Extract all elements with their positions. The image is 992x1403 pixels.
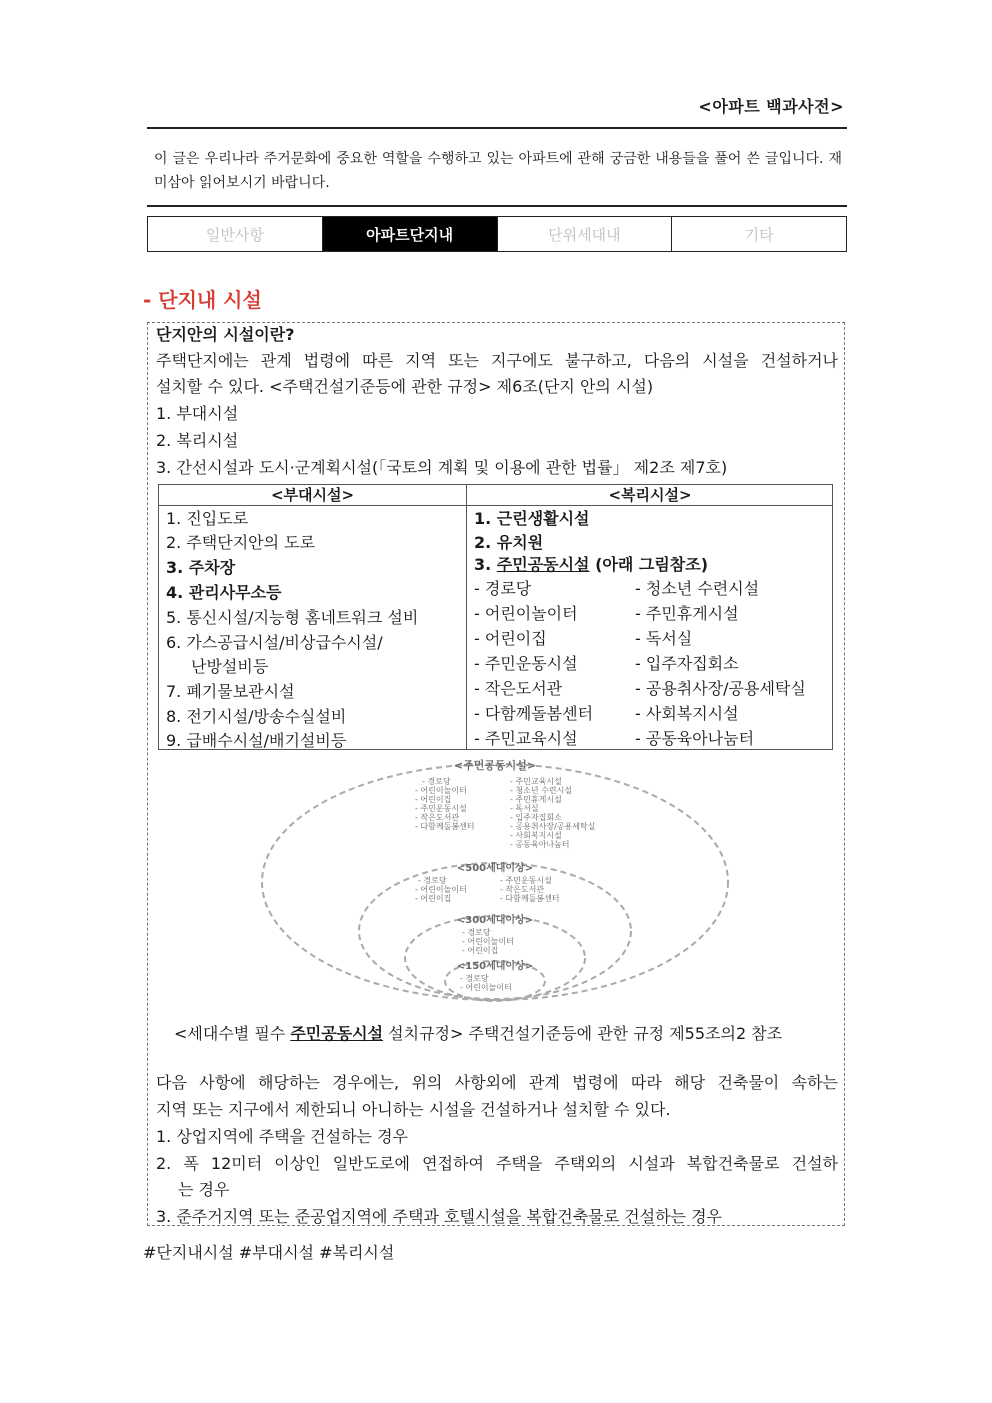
- diagram-item: - 어린이놀이터: [415, 786, 467, 795]
- list-item: 2. 복리시설: [156, 431, 239, 450]
- diagram-item: - 어린이집: [415, 795, 452, 804]
- diagram-item: - 어린이집: [415, 894, 452, 903]
- box-question: 단지안의 시설이란?: [156, 325, 295, 344]
- list-item: 2. 폭 12미터 이상인 일반도로에 연접하여 주택을 주택외의 시설과 복합건축물로 건설하: [156, 1154, 838, 1173]
- table-cell: 5. 통신시설/지능형 홈네트워크 설비: [166, 608, 419, 627]
- diagram-item: - 주민운동시설: [415, 804, 467, 813]
- table-cell: - 주민교육시설: [474, 729, 578, 748]
- table-cell: 9. 급배수시설/배기설비등: [166, 731, 347, 750]
- tab-unit[interactable]: 단위세대내: [498, 217, 673, 251]
- table-cell: - 주민운동시설: [474, 654, 578, 673]
- intro-text: 이 글은 우리나라 주거문화에 중요한 역할을 수행하고 있는 아파트에 관해 궁금한 내용들을 풀어 쓴 글입니다. 재미삼아 읽어보시기 바랍니다.: [154, 151, 842, 191]
- table-cell: - 입주자집회소: [635, 654, 739, 673]
- box-paragraph2-line-1: 다음 사항에 해당하는 경우에는, 위의 사항외에 관계 법령에 따라 해당 건축물이 속하는: [156, 1073, 838, 1092]
- tab-general[interactable]: 일반사항: [148, 217, 323, 251]
- table-cell: - 경로당: [474, 579, 532, 598]
- diagram-item: - 작은도서관: [415, 813, 460, 822]
- table-cell: 4. 관리사무소등: [166, 583, 282, 602]
- diagram-item: - 경로당: [418, 876, 447, 885]
- list-item: 3. 간선시설과 도시·군계획시설(「국토의 계획 및 이용에 관한 법률」 제2조 제7호): [156, 458, 728, 477]
- list-item: 1. 부대시설: [156, 404, 239, 423]
- community-facility-diagram: [250, 756, 770, 1008]
- table-cell: 1. 진입도로: [166, 509, 249, 528]
- diagram-item: - 경로당: [460, 974, 489, 983]
- diagram-item: - 다함께돌봄센터: [415, 822, 475, 831]
- diagram-item: - 어린이놀이터: [462, 937, 514, 946]
- table-header-ancillary: <부대시설>: [270, 486, 355, 504]
- tab-apartment-complex[interactable]: 아파트단지내: [323, 217, 498, 251]
- diagram-item: - 주민휴게시설: [510, 795, 562, 804]
- table-cell: - 어린이집: [474, 629, 547, 648]
- diagram-item: - 공동육아나눔터: [510, 840, 570, 849]
- hashtags: #단지내시설 #부대시설 #복리시설: [143, 1243, 395, 1262]
- table-cell: 3. 주차장: [166, 558, 236, 577]
- table-cell: - 공동육아나눔터: [635, 729, 755, 748]
- table-cell: 3. 주민공동시설 (아래 그림참조): [474, 555, 709, 574]
- document-header-title: <아파트 백과사전>: [698, 97, 844, 116]
- table-cell: - 공용취사장/공용세탁실: [635, 679, 806, 698]
- intro-divider: [147, 205, 847, 207]
- diagram-label-500: <500세대이상>: [456, 863, 534, 874]
- facility-table: [158, 484, 833, 750]
- diagram-item: - 어린이집: [462, 946, 499, 955]
- header-divider: [147, 127, 847, 129]
- diagram-item: - 주민운동시설: [500, 876, 552, 885]
- table-cell: - 다함께돌봄센터: [474, 704, 594, 723]
- list-item: 는 경우: [178, 1180, 230, 1199]
- list-item: 3. 준주거지역 또는 준공업지역에 주택과 호텔시설을 복합건축물로 건설하는 경우: [156, 1207, 723, 1226]
- table-cell: 난방설비등: [191, 657, 269, 676]
- table-cell: 7. 폐기물보관시설: [166, 682, 295, 701]
- category-tabs: [147, 216, 847, 252]
- diagram-item: - 어린이놀이터: [460, 983, 512, 992]
- table-cell: 2. 주택단지안의 도로: [166, 533, 316, 552]
- table-cell: 2. 유치원: [474, 533, 544, 552]
- diagram-item: - 다함께돌봄센터: [500, 894, 560, 903]
- table-cell: - 어린이놀이터: [474, 604, 578, 623]
- table-cell: - 사회복지시설: [635, 704, 739, 723]
- table-cell: - 주민휴게시설: [635, 604, 739, 623]
- table-column-divider: [466, 485, 467, 749]
- box-paragraph-line-1: 주택단지에는 관계 법령에 따른 지역 또는 지구에도 불구하고, 다음의 시설을 건설하거나: [156, 351, 838, 370]
- table-cell: 8. 전기시설/방송수실설비: [166, 707, 347, 726]
- diagram-item: - 작은도서관: [500, 885, 545, 894]
- table-header-welfare: <복리시설>: [608, 486, 692, 504]
- table-cell: - 작은도서관: [474, 679, 563, 698]
- diagram-item: - 공용취사장/공용세탁실: [510, 822, 596, 831]
- diagram-caption: <세대수별 필수 주민공동시설 설치규정> 주택건설기준등에 관한 규정 제55조의2 참조: [174, 1024, 783, 1043]
- diagram-title: <주민공동시설>: [453, 759, 537, 772]
- list-item: 1. 상업지역에 주택을 건설하는 경우: [156, 1127, 408, 1146]
- diagram-item: - 입주자집회소: [510, 813, 562, 822]
- diagram-item: - 사회복지시설: [510, 831, 562, 840]
- box-paragraph2-line-2: 지역 또는 지구에서 제한되니 아니하는 시설을 건설하거나 설치할 수 있다.: [156, 1100, 671, 1119]
- section-title: - 단지내 시설: [143, 288, 262, 312]
- diagram-item: - 경로당: [422, 777, 451, 786]
- diagram-item: - 경로당: [462, 928, 491, 937]
- diagram-item: - 청소년 수련시설: [510, 786, 573, 795]
- table-cell: 6. 가스공급시설/비상급수시설/: [166, 633, 383, 652]
- table-cell: 1. 근린생활시설: [474, 509, 590, 528]
- diagram-item: - 독서실: [510, 804, 539, 813]
- tab-etc[interactable]: 기타: [744, 225, 774, 244]
- box-paragraph-line-2: 설치할 수 있다. <주택건설기준등에 관한 규정> 제6조(단지 안의 시설): [156, 377, 654, 396]
- diagram-label-150: <150세대이상>: [456, 961, 534, 972]
- table-cell: - 청소년 수련시설: [635, 579, 760, 598]
- ellipse-500: [359, 863, 631, 999]
- diagram-label-300: <300세대이상>: [456, 915, 534, 926]
- diagram-item: - 어린이놀이터: [415, 885, 467, 894]
- table-cell: - 독서실: [635, 629, 693, 648]
- diagram-item: - 주민교육시설: [510, 777, 562, 786]
